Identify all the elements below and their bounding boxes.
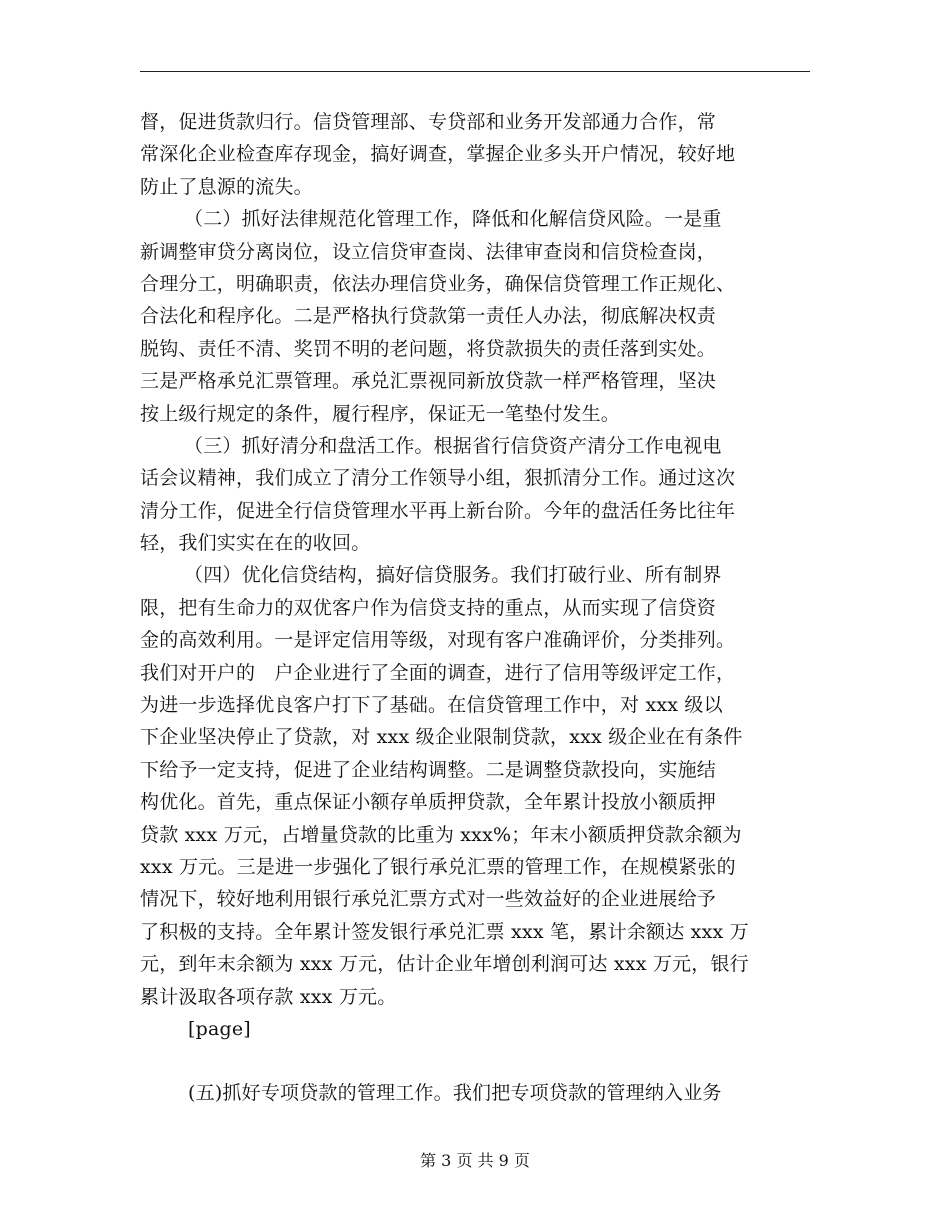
paragraph-line: 构优化。首先，重点保证小额存单质押贷款，全年累计投放小额质押 [140,791,717,814]
paragraph-line: 累计汲取各项存款 xxx 万元。 [140,985,397,1008]
section-2-heading-line: （二）抓好法律规范化管理工作，降低和化解信贷风险。一是重 [184,208,722,231]
paragraph-line: 新调整审贷分离岗位，设立信贷审查岗、法律审查岗和信贷检查岗， [140,240,717,263]
paragraph-line: 督，促进货款归行。信贷管理部、专贷部和业务开发部通力合作，常 [140,111,717,133]
paragraph-line: 我们对开户的 户企业进行了全面的调查，进行了信用等级评定工作， [140,661,736,684]
header-rule [140,71,810,72]
paragraph-line: 限，把有生命力的双优客户作为信贷支持的重点，从而实现了信贷资 [140,596,717,619]
paragraph-line: 元，到年末余额为 xxx 万元，估计企业年增创利润可达 xxx 万元，银行 [140,953,749,976]
paragraph-line: 贷款 xxx 万元，占增量贷款的比重为 xxx%；年末小额质押贷款余额为 [140,823,742,846]
paragraph-line: 情况下，较好地利用银行承兑汇票方式对一些效益好的企业进展给予 [140,888,717,911]
paragraph-line: 金的高效利用。一是评定信用等级，对现有客户准确评价，分类排列。 [140,629,736,652]
paragraph-line: 轻，我们实实在在的收回。 [140,532,371,555]
paragraph-line: 合理分工，明确职责，依法办理信贷业务，确保信贷管理工作正规化、 [140,272,736,295]
page-number-footer: 第 3 页 共 9 页 [420,1151,530,1170]
paragraph-line: xxx 万元。三是进一步强化了银行承兑汇票的管理工作，在规模紧张的 [140,855,736,878]
paragraph-line: 话会议精神，我们成立了清分工作领导小组，狠抓清分工作。通过这次 [140,467,736,490]
paragraph-line: 了积极的支持。全年累计签发银行承兑汇票 xxx 笔，累计余额达 xxx 万 [140,920,749,943]
paragraph-line: 脱钩、责任不清、奖罚不明的老问题，将贷款损失的责任落到实处。 [140,337,717,360]
paragraph-line: 下企业坚决停止了贷款，对 xxx 级企业限制贷款，xxx 级企业在有条件 [140,726,743,749]
paragraph-line: 下给予一定支持，促进了企业结构调整。二是调整贷款投向，实施结 [140,758,717,781]
paragraph-line: 按上级行规定的条件，履行程序，保证无一笔垫付发生。 [140,402,621,425]
page-break-marker: [page] [188,1017,251,1040]
paragraph-line: 防止了息源的流失。 [140,175,313,198]
paragraph-line: 三是严格承兑汇票管理。承兑汇票视同新放贷款一样严格管理，坚决 [140,370,717,393]
section-5-heading-line: (五)抓好专项贷款的管理工作。我们把专项贷款的管理纳入业务 [188,1082,722,1105]
section-3-heading-line: （三）抓好清分和盘活工作。根据省行信贷资产清分工作电视电 [184,434,722,457]
document-body [140,106,820,1110]
paragraph-line: 合法化和程序化。二是严格执行贷款第一责任人办法，彻底解决权责 [140,305,717,328]
section-4-heading-line: （四）优化信贷结构，搞好信贷服务。我们打破行业、所有制界 [184,564,722,587]
paragraph-line: 常深化企业检查库存现金，搞好调查，掌握企业多头开户情况，较好地 [140,143,736,166]
paragraph-line: 为进一步选择优良客户打下了基础。在信贷管理工作中，对 xxx 级以 [140,694,723,717]
paragraph-line: 清分工作，促进全行信贷管理水平再上新台阶。今年的盘活任务比往年 [140,499,736,522]
